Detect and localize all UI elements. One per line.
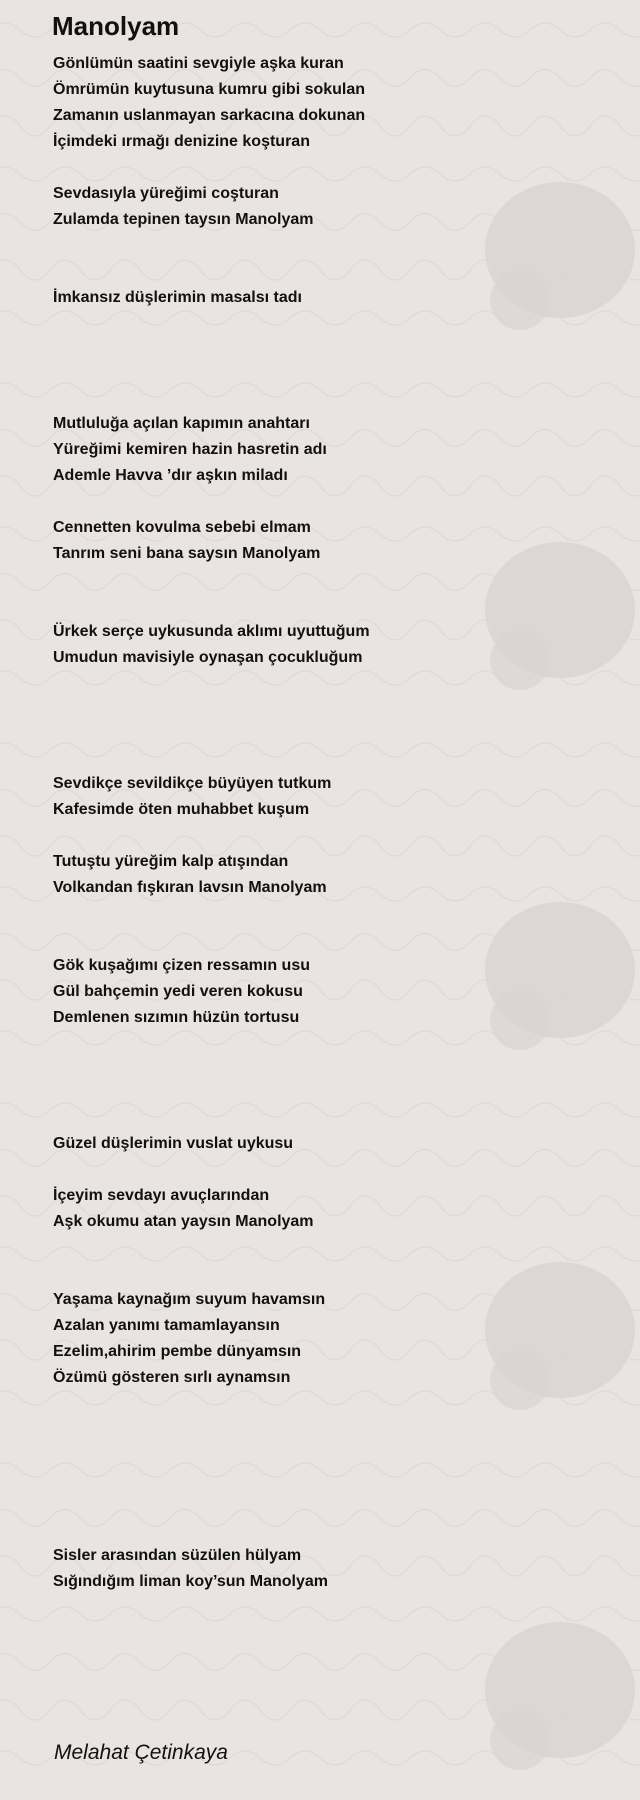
poem-line: Gül bahçemin yedi veren kokusu xyxy=(53,983,303,1000)
poem-line: Tanrım seni bana saysın Manolyam xyxy=(53,545,321,562)
poem-line: Mutluluğa açılan kapımın anahtarı xyxy=(53,415,310,432)
poem-line: Demlenen sızımın hüzün tortusu xyxy=(53,1009,300,1026)
poem-line: Sığındığım liman koy’sun Manolyam xyxy=(53,1573,329,1590)
poem-line: Sevdasıyla yüreğimi coşturan xyxy=(53,185,279,202)
poem-line: Gök kuşağımı çizen ressamın usu xyxy=(53,957,310,974)
poem-line: Ömrümün kuytusuna kumru gibi sokulan xyxy=(53,81,366,98)
poem-line: Gönlümün saatini sevgiyle aşka kuran xyxy=(53,55,344,72)
poem-line: Güzel düşlerimin vuslat uykusu xyxy=(53,1135,294,1152)
poem-line: İçimdeki ırmağı denizine koşturan xyxy=(53,133,310,150)
poem-line: İçeyim sevdayı avuçlarından xyxy=(53,1187,270,1204)
poem-line: Zamanın uslanmayan sarkacına dokunan xyxy=(53,107,366,124)
poem-line: Cennetten kovulma sebebi elmam xyxy=(53,519,311,536)
poem-title: Manolyam xyxy=(52,11,180,41)
poem-line: Özümü gösteren sırlı aynamsın xyxy=(53,1369,291,1386)
poem-line: Yaşama kaynağım suyum havamsın xyxy=(53,1291,326,1308)
poem-line: Ürkek serçe uykusunda aklımı uyuttuğum xyxy=(53,623,370,640)
poem-line: Kafesimde öten muhabbet kuşum xyxy=(53,801,310,818)
poem-line: Aşk okumu atan yaysın Manolyam xyxy=(53,1213,314,1230)
poem-line: Sisler arasından süzülen hülyam xyxy=(53,1547,302,1564)
poem-line: Yüreğimi kemiren hazin hasretin adı xyxy=(53,441,327,458)
poem-line: İmkansız düşlerimin masalsı tadı xyxy=(53,289,302,306)
poem-line: Azalan yanımı tamamlayansın xyxy=(53,1317,280,1334)
poem-line: Zulamda tepinen taysın Manolyam xyxy=(53,211,314,228)
poem-line: Ezelim,ahirim pembe dünyamsın xyxy=(53,1343,302,1360)
poem-author: Melahat Çetinkaya xyxy=(54,1741,228,1764)
poem-line: Volkandan fışkıran lavsın Manolyam xyxy=(53,879,327,896)
poem-line: Umudun mavisiyle oynaşan çocukluğum xyxy=(53,649,363,666)
poem-line: Sevdikçe sevildikçe büyüyen tutkum xyxy=(53,775,332,792)
poem-line: Tutuştu yüreğim kalp atışından xyxy=(53,853,289,870)
poem-line: Ademle Havva ’dır aşkın miladı xyxy=(53,467,288,484)
